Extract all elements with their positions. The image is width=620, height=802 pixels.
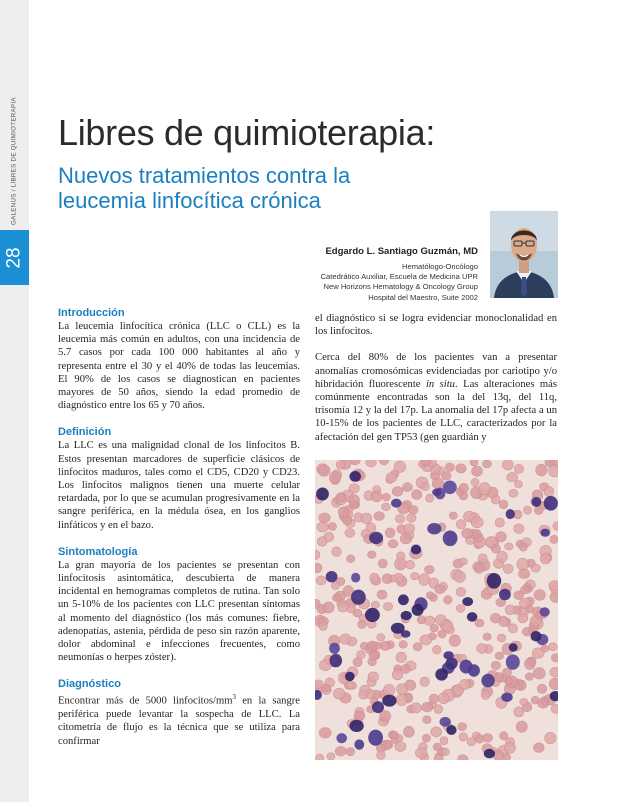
- paragraph-sintomatologia: La gran mayoría de los pacientes se presentan con linfocitosis asintomática, descubierta de manera incidental en hemogramas completos de rutina. Tan solo un 5-10% de los pacientes con LLC presentan síntomas al momento del diagnóstico (los más comunes: fiebre, adenopatías, astenia, pérdida de peso sin razón aparente, dolor abdominal e infecciones frecuentes, como neumonías o herpes zóster).: [58, 559, 300, 664]
- page-number: 28: [3, 246, 25, 269]
- blood-smear-micrograph: [315, 460, 558, 760]
- left-column: [58, 306, 300, 748]
- heading-definicion: Definición: [58, 426, 112, 439]
- affiliation-line: Hematólogo-Oncólogo: [402, 262, 478, 271]
- right-column: [315, 312, 557, 444]
- paragraph-definicion: La LLC es una malignidad clonal de los linfocitos B. Estos presentan marcadores de superficie clásicos de linfocitos maduros, tales como el CD5, CD20 y CD23. Los linfocitos malignos tienen una muerte celular retardada, por lo que se acumulan progresivamente en la sangre periférica, en la médula ósea, en los ganglios linfáticos y en el bazo.: [58, 440, 300, 531]
- article-subtitle: Nuevos tratamientos contra la leucemia linfocítica crónica: [58, 163, 351, 213]
- author-name: Edgardo L. Santiago Guzmán, MD: [325, 246, 478, 257]
- paragraph-diagnostico-cont: el diagnóstico si se logra evidenciar monoclonalidad en los linfocitos.: [315, 313, 557, 338]
- paragraph-diagnostico: Encontrar más de 5000 linfocitos/$mm^3$ en la sangre periférica puede levantar la sospecha de LLC. La citometría de flujo es la técnica que se utiliza para confirmar: [58, 693, 300, 747]
- affiliation-line: Catedrático Auxiliar, Escuela de Medicina UPR: [320, 272, 478, 282]
- author-affiliations: [321, 262, 478, 303]
- affiliation-line: Hospital del Maestro, Suite 2002: [368, 292, 478, 302]
- heading-introduccion: Introducción: [58, 307, 125, 319]
- article-title: Libres de quimioterapia:: [58, 112, 436, 153]
- author-photo: [490, 211, 558, 298]
- heading-sintomatologia: Sintomatología: [58, 545, 138, 558]
- paragraph-introduccion: La leucemia linfocítica crónica (LLC o CLL) es la leucemia más común en adultos, con una incidencia de 5.7 casos por cada 100 000 habitantes al año y representa entre el 30 y el 40% de todas las leucemias. El 90% de los casos se diagnostican en pacientes mayores de 50 años, siendo la edad promedio de diagnóstico entre los 65 y 70 años.: [58, 321, 300, 412]
- heading-diagnostico: Diagnóstico: [58, 678, 121, 691]
- paragraph-cromosomas: Cerca del 80% de los pacientes van a presentar anomalías cromosómicas evidenciadas por cariotipo y/o hibridación fluorescente in situ. Las alteraciones más comúnmente encontradas son la del 13q, del 11q, trisomía 12 y la del 17p. La anomalía del 17p afecta a un 10-15% de los pacientes de LLC, caracterizados por la afectación del gen TP53 (gen guardián y: [315, 352, 557, 443]
- section-label: GALENUS / LIBRES DE QUIMIOTERAPIA: [10, 97, 18, 225]
- affiliation-line: New Horizons Hematology & Oncology Group: [323, 282, 478, 292]
